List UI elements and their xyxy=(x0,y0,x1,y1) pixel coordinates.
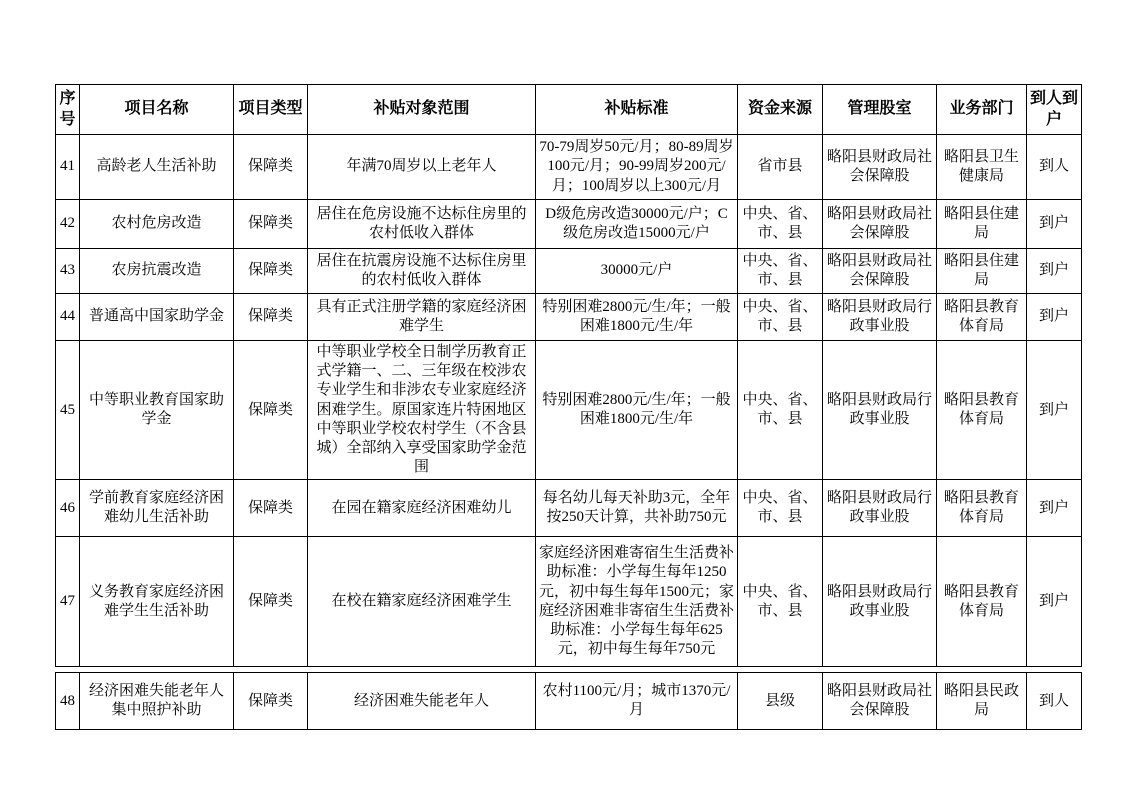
cell-scope: 年满70周岁以上老年人 xyxy=(308,135,536,200)
cell-type: 保障类 xyxy=(234,341,308,480)
cell-dept: 略阳县教育体育局 xyxy=(937,480,1027,537)
table-row-44 xyxy=(56,294,1082,341)
cell-mgmt: 略阳县财政局行政事业股 xyxy=(823,341,937,480)
cell-standard: 农村1100元/月；城市1370元/月 xyxy=(536,673,738,730)
table-row-47 xyxy=(56,537,1082,667)
table-row-45 xyxy=(56,341,1082,480)
column-header-type: 项目类型 xyxy=(234,85,308,135)
cell-target: 到人 xyxy=(1027,135,1082,200)
cell-funding: 中央、省、市、县 xyxy=(738,341,823,480)
subsidy-table-row-48 xyxy=(55,672,1082,730)
cell-standard: D级危房改造30000元/户；C级危房改造15000元/户 xyxy=(536,200,738,249)
subsidy-table-container xyxy=(55,84,1081,730)
table-row-41 xyxy=(56,135,1082,200)
cell-standard: 特别困难2800元/生/年；一般困难1800元/生/年 xyxy=(536,294,738,341)
cell-target: 到户 xyxy=(1027,341,1082,480)
cell-funding: 中央、省、市、县 xyxy=(738,537,823,667)
column-header-target: 到人到户 xyxy=(1027,85,1082,135)
cell-index: 47 xyxy=(56,537,80,667)
cell-target: 到户 xyxy=(1027,249,1082,294)
cell-mgmt: 略阳县财政局行政事业股 xyxy=(823,480,937,537)
column-header-funding: 资金来源 xyxy=(738,85,823,135)
column-header-dept: 业务部门 xyxy=(937,85,1027,135)
cell-funding: 中央、省、市、县 xyxy=(738,200,823,249)
cell-name: 中等职业教育国家助学金 xyxy=(80,341,234,480)
cell-dept: 略阳县教育体育局 xyxy=(937,537,1027,667)
column-header-mgmt: 管理股室 xyxy=(823,85,937,135)
cell-mgmt: 略阳县财政局行政事业股 xyxy=(823,537,937,667)
cell-scope: 在校在籍家庭经济困难学生 xyxy=(308,537,536,667)
table-row-48 xyxy=(56,673,1082,730)
cell-dept: 略阳县教育体育局 xyxy=(937,294,1027,341)
cell-standard: 每名幼儿每天补助3元，全年按250天计算，共补助750元 xyxy=(536,480,738,537)
cell-funding: 中央、省、市、县 xyxy=(738,480,823,537)
cell-mgmt: 略阳县财政局行政事业股 xyxy=(823,294,937,341)
cell-type: 保障类 xyxy=(234,249,308,294)
cell-scope: 中等职业学校全日制学历教育正式学籍一、二、三年级在校涉农专业学生和非涉农专业家庭经济困难学生。原国家连片特困地区中等职业学校农村学生（不含县城）全部纳入享受国家助学金范围 xyxy=(308,341,536,480)
cell-scope: 居住在危房设施不达标住房里的农村低收入群体 xyxy=(308,200,536,249)
cell-standard: 家庭经济困难寄宿生生活费补助标准：小学每生每年1250元，初中每生每年1500元；家庭经济困难非寄宿生生活费补助标准：小学每生每年625元，初中每生每年750元 xyxy=(536,537,738,667)
cell-index: 45 xyxy=(56,341,80,480)
cell-name: 义务教育家庭经济困难学生生活补助 xyxy=(80,537,234,667)
cell-standard: 特别困难2800元/生/年；一般困难1800元/生/年 xyxy=(536,341,738,480)
column-header-index: 序号 xyxy=(56,85,80,135)
column-header-scope: 补贴对象范围 xyxy=(308,85,536,135)
cell-mgmt: 略阳县财政局社会保障股 xyxy=(823,673,937,730)
table-row-42 xyxy=(56,200,1082,249)
cell-dept: 略阳县卫生健康局 xyxy=(937,135,1027,200)
subsidy-table xyxy=(55,84,1082,667)
cell-index: 48 xyxy=(56,673,80,730)
cell-target: 到户 xyxy=(1027,480,1082,537)
cell-dept: 略阳县民政局 xyxy=(937,673,1027,730)
cell-type: 保障类 xyxy=(234,200,308,249)
cell-target: 到户 xyxy=(1027,294,1082,341)
cell-dept: 略阳县住建局 xyxy=(937,200,1027,249)
header-row xyxy=(56,85,1082,135)
column-header-standard: 补贴标准 xyxy=(536,85,738,135)
cell-scope: 经济困难失能老年人 xyxy=(308,673,536,730)
cell-dept: 略阳县教育体育局 xyxy=(937,341,1027,480)
cell-name: 高龄老人生活补助 xyxy=(80,135,234,200)
cell-name: 农村危房改造 xyxy=(80,200,234,249)
cell-funding: 中央、省、市、县 xyxy=(738,294,823,341)
cell-funding: 县级 xyxy=(738,673,823,730)
cell-mgmt: 略阳县财政局社会保障股 xyxy=(823,135,937,200)
cell-type: 保障类 xyxy=(234,480,308,537)
cell-name: 普通高中国家助学金 xyxy=(80,294,234,341)
cell-index: 42 xyxy=(56,200,80,249)
cell-index: 44 xyxy=(56,294,80,341)
cell-mgmt: 略阳县财政局社会保障股 xyxy=(823,249,937,294)
cell-funding: 省市县 xyxy=(738,135,823,200)
cell-type: 保障类 xyxy=(234,294,308,341)
cell-target: 到户 xyxy=(1027,200,1082,249)
cell-dept: 略阳县住建局 xyxy=(937,249,1027,294)
cell-index: 43 xyxy=(56,249,80,294)
cell-index: 46 xyxy=(56,480,80,537)
cell-scope: 具有正式注册学籍的家庭经济困难学生 xyxy=(308,294,536,341)
cell-name: 学前教育家庭经济困难幼儿生活补助 xyxy=(80,480,234,537)
cell-target: 到户 xyxy=(1027,537,1082,667)
cell-target: 到人 xyxy=(1027,673,1082,730)
cell-funding: 中央、省、市、县 xyxy=(738,249,823,294)
cell-name: 经济困难失能老年人集中照护补助 xyxy=(80,673,234,730)
cell-type: 保障类 xyxy=(234,673,308,730)
cell-standard: 70-79周岁50元/月；80-89周岁100元/月；90-99周岁200元/月；100周岁以上300元/月 xyxy=(536,135,738,200)
cell-standard: 30000元/户 xyxy=(536,249,738,294)
cell-scope: 居住在抗震房设施不达标住房里的农村低收入群体 xyxy=(308,249,536,294)
table-row-43 xyxy=(56,249,1082,294)
cell-type: 保障类 xyxy=(234,135,308,200)
column-header-name: 项目名称 xyxy=(80,85,234,135)
cell-name: 农房抗震改造 xyxy=(80,249,234,294)
cell-type: 保障类 xyxy=(234,537,308,667)
table-row-46 xyxy=(56,480,1082,537)
cell-scope: 在园在籍家庭经济困难幼儿 xyxy=(308,480,536,537)
cell-mgmt: 略阳县财政局社会保障股 xyxy=(823,200,937,249)
cell-index: 41 xyxy=(56,135,80,200)
